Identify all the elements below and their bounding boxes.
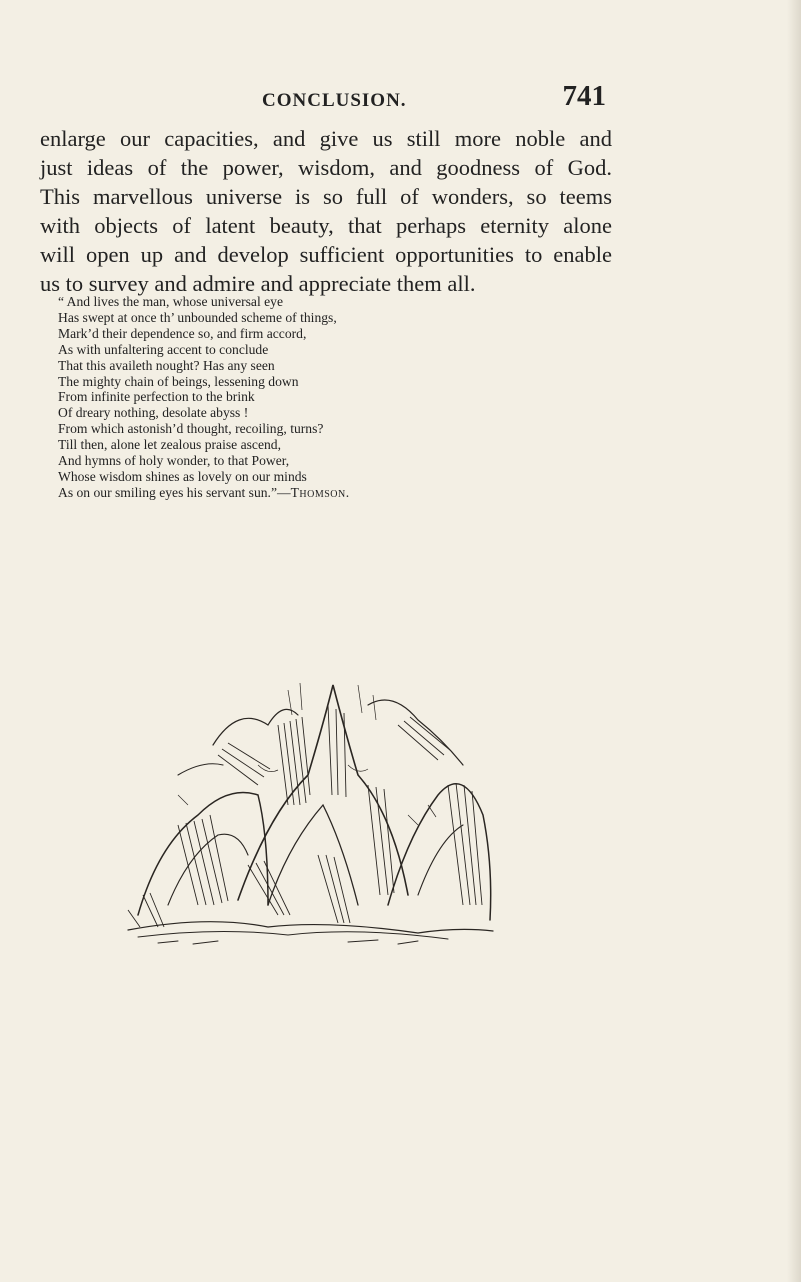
- vignette-svg: [118, 665, 498, 965]
- poem-line: Till then, alone let zealous praise ascend,: [58, 437, 281, 453]
- poem-line: “ And lives the man, whose universal eye: [58, 294, 283, 309]
- paragraph-line: will open up and develop sufficient opportunities to enable: [40, 242, 612, 267]
- poem-line: Of dreary nothing, desolate abyss !: [58, 405, 249, 421]
- poem-line: From infinite perfection to the brink: [58, 389, 255, 405]
- page-edge-shadow: [787, 0, 801, 1282]
- paragraph-line: us to survey and admire and appreciate them all.: [40, 271, 476, 296]
- paragraph-line: just ideas of the power, wisdom, and goodness of God.: [40, 155, 612, 180]
- poem-line: That this availeth nought? Has any seen: [58, 357, 275, 373]
- poem-line: Whose wisdom shines as lovely on our minds: [58, 468, 307, 484]
- paragraph-line: enlarge our capacities, and give us still more noble and: [40, 126, 612, 151]
- paragraph-line: This marvellous universe is so full of wonders, so teems: [40, 184, 612, 209]
- poem-attribution: Thomson.: [290, 484, 350, 500]
- poem-line: Mark’d their dependence so, and firm accord,: [58, 325, 307, 341]
- poem-last-line: [58, 485, 528, 501]
- poem-line: From which astonish’d thought, recoiling, turns?: [58, 421, 324, 437]
- poem-line: As with unfaltering accent to conclude: [58, 341, 269, 357]
- poem-line: The mighty chain of beings, lessening down: [58, 373, 299, 389]
- running-head: [40, 80, 606, 116]
- running-title: CONCLUSION.: [262, 90, 407, 111]
- poem-line: As on our smiling eyes his servant sun.”—: [58, 484, 291, 500]
- poem-line: And hymns of holy wonder, to that Power,: [58, 453, 290, 469]
- poem-quotation: [58, 294, 528, 501]
- poem-line: Has swept at once th’ unbounded scheme of things,: [58, 309, 337, 325]
- page-number: 741: [562, 80, 606, 112]
- paragraph-line: with objects of latent beauty, that perhaps eternity alone: [40, 213, 612, 238]
- rock-outcrop-engraving-icon: [118, 665, 498, 965]
- body-paragraph: [40, 124, 612, 298]
